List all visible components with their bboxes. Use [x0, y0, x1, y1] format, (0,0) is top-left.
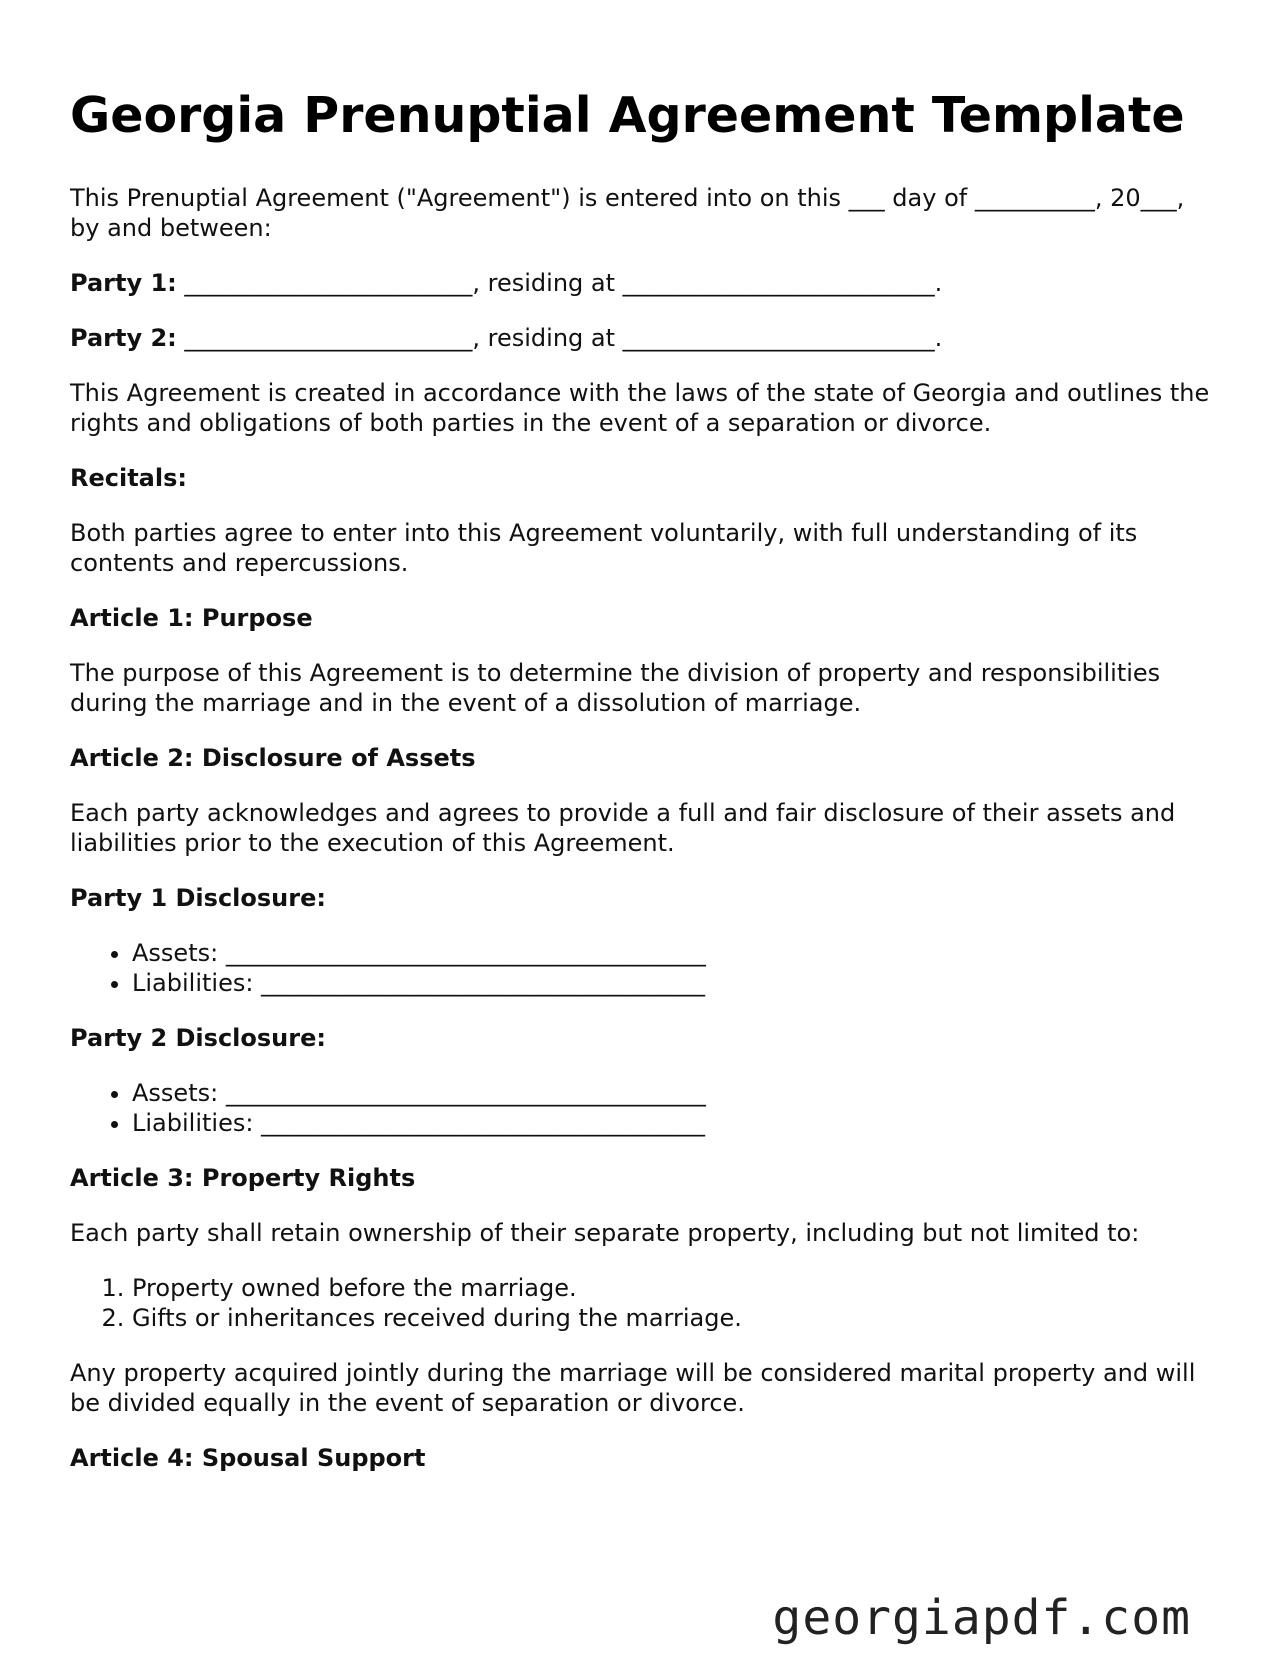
- governing-law-paragraph: This Agreement is created in accordance with the laws of the state of Georgia and outlines the rights and obligations of both parties in the event of a separation or divorce.: [70, 379, 1210, 437]
- party-1-disclosure-heading: Party 1 Disclosure:: [70, 884, 326, 912]
- document-page: [70, 86, 1220, 1498]
- party-2-liabilities-item: • Liabilities: _____________________________________: [132, 1108, 1220, 1138]
- separate-property-item: 2. Gifts or inheritances received during the marriage.: [132, 1303, 1220, 1333]
- party-2-disclosure-list: [70, 1078, 1220, 1138]
- marital-property-paragraph: Any property acquired jointly during the marriage will be considered marital property and will be divided equally in the event of separation or divorce.: [70, 1359, 1196, 1417]
- site-watermark: georgiapdf.com: [772, 1590, 1191, 1646]
- page-title: Georgia Prenuptial Agreement Template: [70, 87, 1185, 144]
- article-4-heading: Article 4: Spousal Support: [70, 1444, 426, 1472]
- party-1-disclosure-list: [70, 938, 1220, 998]
- article-3-paragraph: Each party shall retain ownership of their separate property, including but not limited to:: [70, 1219, 1140, 1247]
- separate-property-list: [70, 1273, 1220, 1333]
- party-1-line: [70, 268, 1220, 298]
- article-1-heading: Article 1: Purpose: [70, 604, 313, 632]
- party-2-label: Party 2:: [70, 324, 177, 352]
- article-1-paragraph: The purpose of this Agreement is to determine the division of property and responsibilities during the marriage and in the event of a dissolution of marriage.: [70, 659, 1161, 717]
- recitals-heading: Recitals:: [70, 464, 187, 492]
- recitals-paragraph: Both parties agree to enter into this Agreement voluntarily, with full understanding of its contents and repercussions.: [70, 519, 1138, 577]
- party-1-fill-line: ________________________, residing at __________________________.: [176, 269, 943, 297]
- party-2-disclosure-heading: Party 2 Disclosure:: [70, 1024, 326, 1052]
- party-1-assets-item: • Assets: ________________________________________: [132, 938, 1220, 968]
- article-3-heading: Article 3: Property Rights: [70, 1164, 416, 1192]
- intro-paragraph: This Prenuptial Agreement ("Agreement") is entered into on this ___ day of __________, 20___, by and between:: [70, 184, 1185, 242]
- party-2-assets-item: • Assets: ________________________________________: [132, 1078, 1220, 1108]
- article-2-paragraph: Each party acknowledges and agrees to provide a full and fair disclosure of their assets and liabilities prior to the execution of this Agreement.: [70, 799, 1176, 857]
- party-2-fill-line: ________________________, residing at __________________________.: [176, 324, 943, 352]
- party-1-label: Party 1:: [70, 269, 177, 297]
- party-1-liabilities-item: • Liabilities: _____________________________________: [132, 968, 1220, 998]
- separate-property-item: 1. Property owned before the marriage.: [132, 1273, 1220, 1303]
- article-2-heading: Article 2: Disclosure of Assets: [70, 744, 476, 772]
- party-2-line: [70, 323, 1220, 353]
